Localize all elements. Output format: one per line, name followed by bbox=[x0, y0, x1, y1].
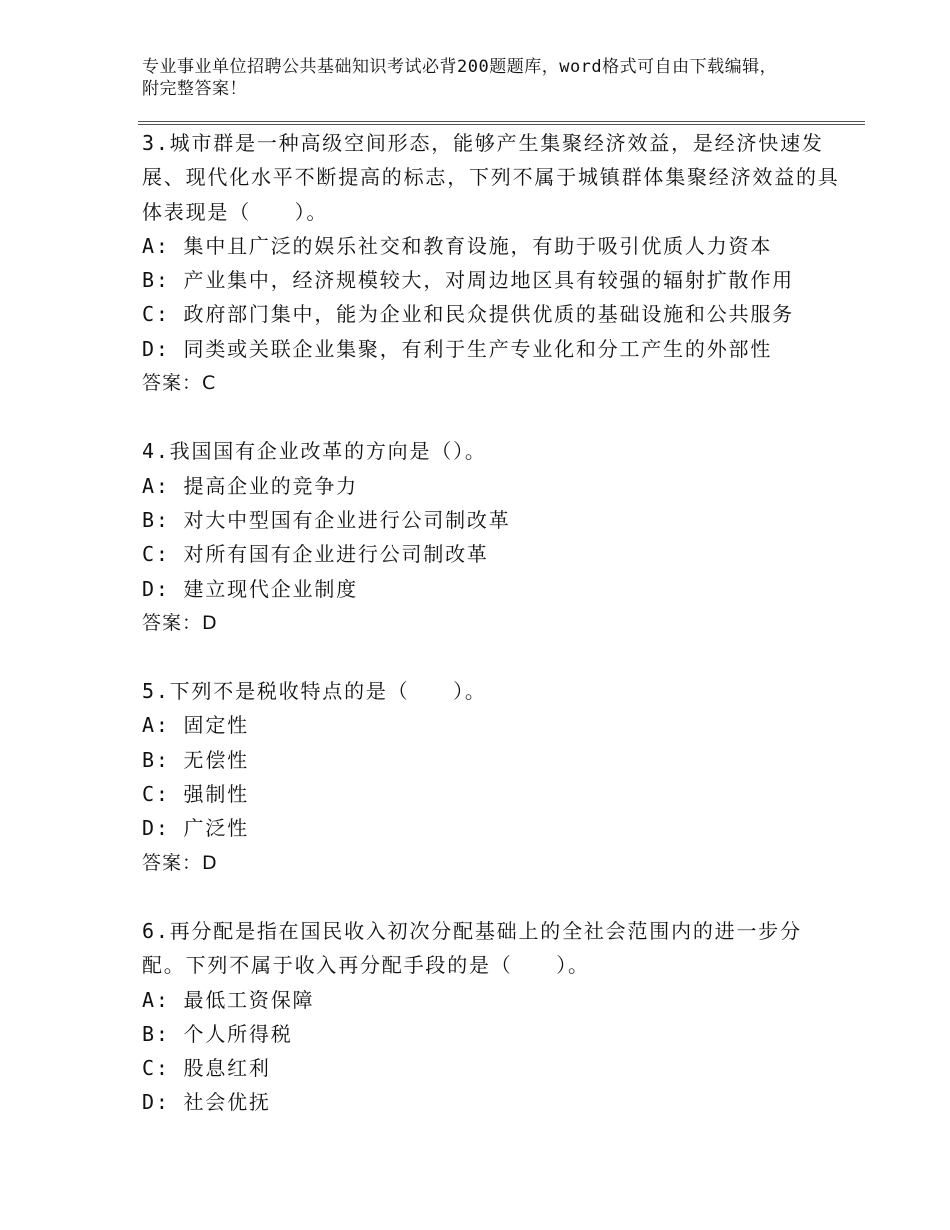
option-d: D: 建立现代企业制度 bbox=[142, 576, 358, 601]
option-c: C: 对所有国有企业进行公司制改革 bbox=[142, 542, 489, 567]
question-stem: 4.我国国有企业改革的方向是（）。 bbox=[142, 439, 487, 464]
option-b: B: 个人所得税 bbox=[142, 1021, 293, 1046]
option-d: D: 社会优抚 bbox=[142, 1090, 271, 1115]
answer-line: 答案：D bbox=[142, 851, 218, 874]
document-header: 专业事业单位招聘公共基础知识考试必背200题题库，word格式可自由下载编辑，附完整答案！ bbox=[142, 57, 778, 99]
question-list bbox=[142, 126, 842, 1120]
option-a: A: 提高企业的竞争力 bbox=[142, 473, 358, 498]
question-block bbox=[142, 674, 842, 880]
option-a: A: 最低工资保障 bbox=[142, 987, 315, 1012]
option-b: B: 无偿性 bbox=[142, 747, 249, 772]
option-d: D: 同类或关联企业集聚，有利于生产专业化和分工产生的外部性 bbox=[142, 336, 773, 361]
option-a: A: 集中且广泛的娱乐社交和教育设施，有助于吸引优质人力资本 bbox=[142, 233, 773, 258]
answer-line: 答案：C bbox=[142, 372, 217, 395]
option-c: C: 股息红利 bbox=[142, 1056, 271, 1081]
question-stem: 3.城市群是一种高级空间形态，能够产生集聚经济效益，是经济快速发展、现代化水平不断提高的标志，下列不属于城镇群体集聚经济效益的具体表现是（ ）。 bbox=[142, 131, 840, 224]
option-a: A: 固定性 bbox=[142, 713, 249, 738]
header-divider bbox=[138, 124, 865, 125]
question-stem: 6.再分配是指在国民收入初次分配基础上的全社会范围内的进一步分配。下列不属于收入再分配手段的是（ ）。 bbox=[142, 918, 802, 978]
option-b: B: 对大中型国有企业进行公司制改革 bbox=[142, 507, 511, 532]
header-divider bbox=[138, 121, 865, 122]
option-b: B: 产业集中，经济规模较大，对周边地区具有较强的辐射扩散作用 bbox=[142, 268, 794, 293]
question-block bbox=[142, 126, 842, 400]
question-stem: 5.下列不是税收特点的是（ ）。 bbox=[142, 679, 487, 704]
option-d: D: 广泛性 bbox=[142, 816, 249, 841]
option-c: C: 强制性 bbox=[142, 782, 249, 807]
option-c: C: 政府部门集中，能为企业和民众提供优质的基础设施和公共服务 bbox=[142, 302, 794, 327]
question-block bbox=[142, 914, 842, 1120]
question-block bbox=[142, 434, 842, 640]
answer-line: 答案：D bbox=[142, 611, 218, 634]
